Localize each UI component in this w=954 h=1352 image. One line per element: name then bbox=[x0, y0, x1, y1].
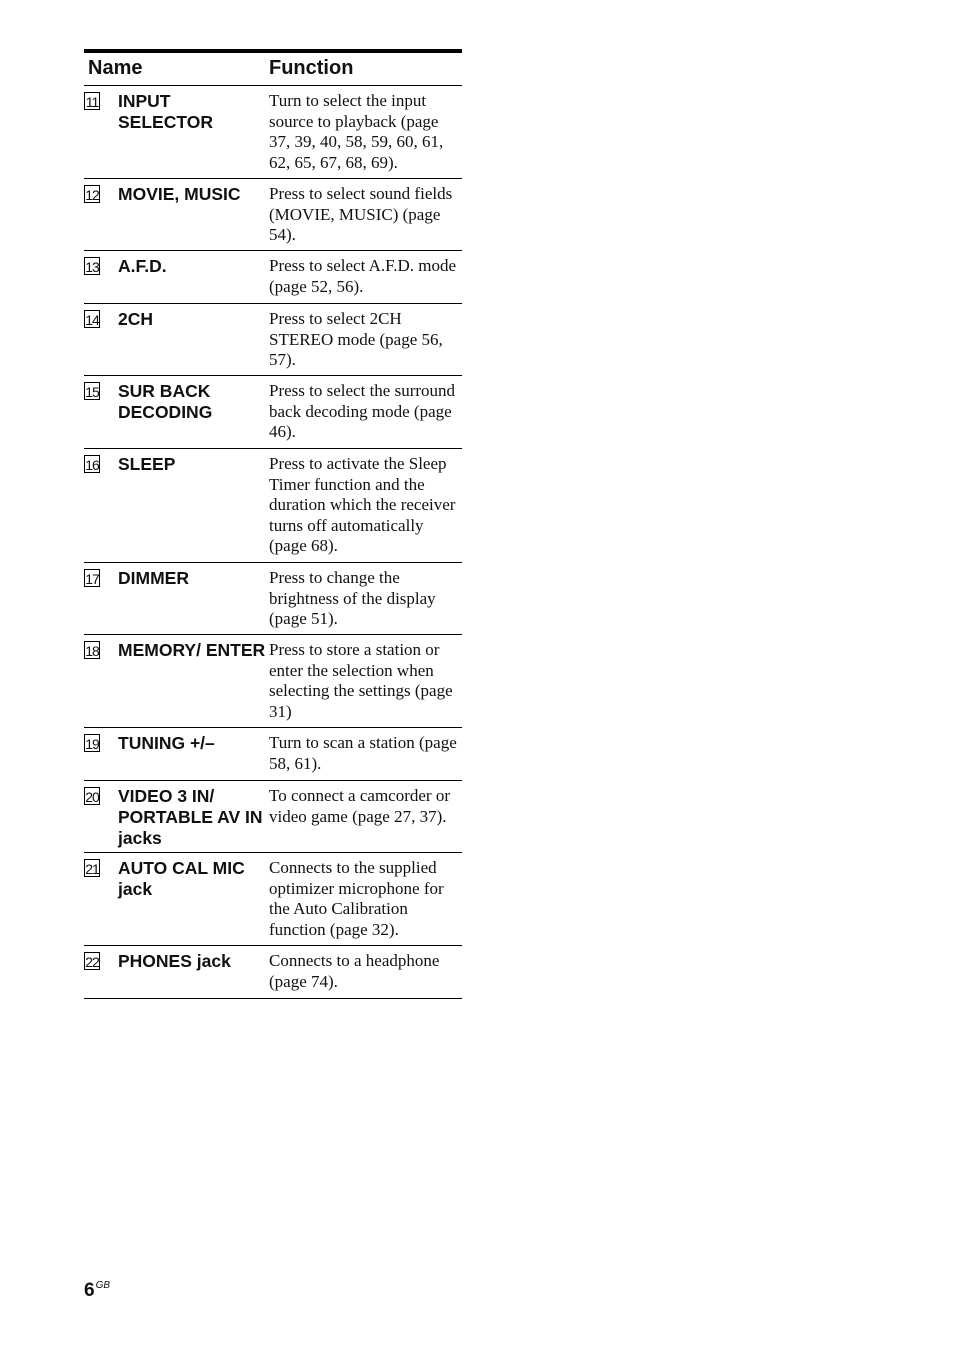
table-row bbox=[84, 781, 462, 853]
page-number bbox=[84, 1280, 110, 1302]
item-name: INPUT SELECTOR bbox=[118, 91, 213, 132]
item-name: A.F.D. bbox=[118, 256, 167, 276]
item-number-badge: 21 bbox=[85, 861, 99, 877]
item-name: TUNING +/– bbox=[118, 733, 215, 753]
item-name: SUR BACK DECODING bbox=[118, 381, 213, 422]
item-name: MEMORY/ ENTER bbox=[118, 640, 266, 660]
item-function: Connects to a headphone (page 74). bbox=[269, 951, 440, 991]
item-function: Connects to the supplied optimizer microphone for the Auto Calibration function (page 32). bbox=[269, 858, 444, 939]
item-function: Press to store a station or enter the selection when selecting the settings (page 31) bbox=[269, 640, 453, 721]
item-number-badge: 16 bbox=[85, 457, 99, 473]
item-function: Press to select A.F.D. mode (page 52, 56). bbox=[269, 256, 457, 296]
table-row bbox=[84, 179, 462, 251]
item-function: Press to select 2CH STEREO mode (page 56, 57). bbox=[269, 309, 443, 369]
item-function: Press to select sound fields (MOVIE, MUSIC) (page 54). bbox=[269, 184, 453, 244]
page-number-suffix: GB bbox=[95, 1280, 111, 1291]
item-name: 2CH bbox=[118, 309, 154, 329]
item-number-badge: 13 bbox=[85, 259, 99, 275]
table-row bbox=[84, 251, 462, 304]
table-row bbox=[84, 728, 462, 781]
table-row bbox=[84, 563, 462, 635]
item-name: DIMMER bbox=[118, 568, 189, 588]
item-function: To connect a camcorder or video game (page 27, 37). bbox=[269, 786, 450, 826]
item-number-badge: 22 bbox=[85, 954, 99, 970]
item-number-badge: 18 bbox=[85, 643, 99, 659]
table-row bbox=[84, 304, 462, 376]
item-function: Turn to select the input source to playback (page 37, 39, 40, 58, 59, 60, 61, 62, 65, 67, 68, 69). bbox=[269, 91, 444, 172]
item-function: Turn to scan a station (page 58, 61). bbox=[269, 733, 457, 773]
item-number-badge: 20 bbox=[85, 789, 99, 805]
table-row bbox=[84, 376, 462, 449]
item-function: Press to change the brightness of the display (page 51). bbox=[269, 568, 436, 628]
header-name: Name bbox=[88, 57, 143, 79]
item-name: PHONES jack bbox=[118, 951, 231, 971]
item-name: AUTO CAL MIC jack bbox=[118, 858, 245, 899]
item-number-badge: 19 bbox=[85, 736, 99, 752]
table-row bbox=[84, 449, 462, 563]
item-function: Press to select the surround back decoding mode (page 46). bbox=[269, 381, 456, 441]
item-function: Press to activate the Sleep Timer function and the duration which the receiver turns off automatically (page 68). bbox=[269, 454, 456, 555]
table-row bbox=[84, 853, 462, 946]
function-table bbox=[84, 49, 462, 999]
item-number-badge: 11 bbox=[85, 94, 99, 110]
item-number-badge: 17 bbox=[85, 571, 99, 587]
table-header bbox=[84, 53, 462, 86]
item-number-badge: 15 bbox=[85, 384, 99, 400]
item-name: SLEEP bbox=[118, 454, 176, 474]
table-row bbox=[84, 635, 462, 728]
table-row bbox=[84, 946, 462, 999]
item-number-badge: 14 bbox=[85, 312, 99, 328]
item-name: VIDEO 3 IN/ PORTABLE AV IN jacks bbox=[118, 786, 263, 848]
item-name: MOVIE, MUSIC bbox=[118, 184, 241, 204]
table-row bbox=[84, 86, 462, 179]
header-function: Function bbox=[269, 57, 354, 79]
item-number-badge: 12 bbox=[85, 187, 99, 203]
page-number-value: 6 bbox=[84, 1280, 95, 1301]
